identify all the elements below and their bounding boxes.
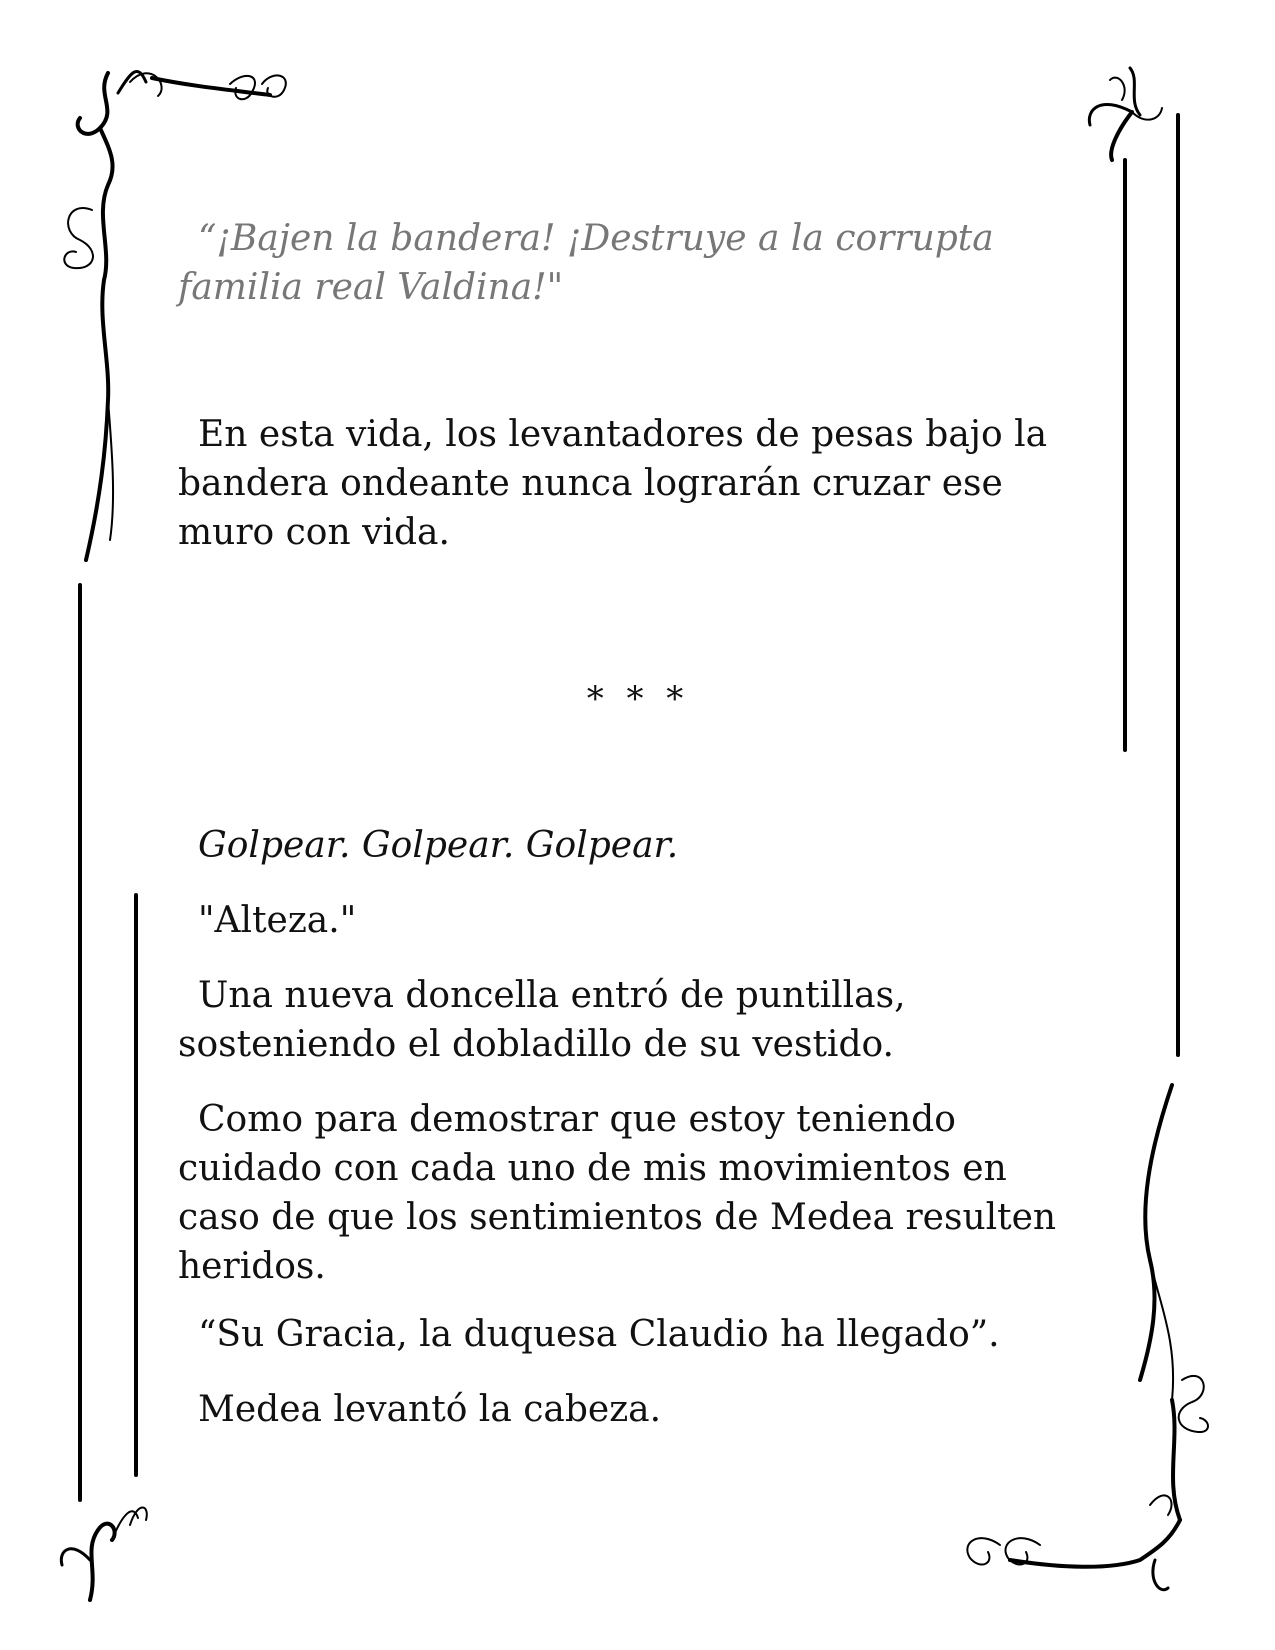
paragraph-dialogue: "Alteza." (198, 900, 357, 941)
scene-break: * * * (586, 679, 690, 719)
paragraph-knocking: Golpear. Golpear. Golpear. (198, 825, 679, 866)
flourish-right-mid (1140, 1085, 1208, 1520)
paragraph-dialogue: “Su Gracia, la duquesa Claudio ha llegado”. (198, 1314, 1000, 1355)
flourish-bottom-right (967, 1495, 1180, 1589)
flourish-top-right (1089, 68, 1162, 160)
paragraph: Como para demostrar que estoy teniendo cuidado con cada uno de mis movimientos en caso de que los sentimientos de Medea resulten heridos. (178, 1099, 1057, 1287)
opening-quote: “¡Bajen la bandera! ¡Destruye a la corrupta familia real Valdina!" (178, 218, 994, 308)
paragraph: En esta vida, los levantadores de pesas bajo la bandera ondeante nunca lograrán cruzar ese muro con vida. (178, 414, 1048, 553)
paragraph: Medea levantó la cabeza. (198, 1389, 662, 1430)
paragraph: Una nueva doncella entró de puntillas, sosteniendo el dobladillo de su vestido. (178, 975, 906, 1065)
flourish-bottom-left (61, 1508, 146, 1601)
